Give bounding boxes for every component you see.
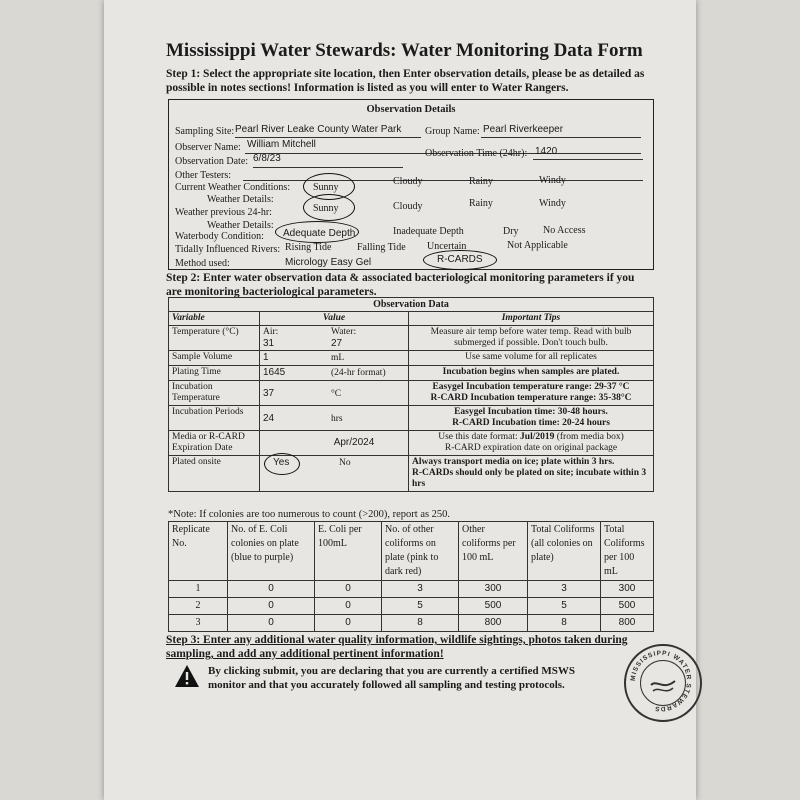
replicate-number: 3	[169, 615, 228, 632]
media-expiration-value[interactable]: Apr/2024	[333, 437, 375, 448]
total-per-100[interactable]: 500	[601, 598, 654, 615]
form-title: Mississippi Water Stewards: Water Monitoring Data Form	[166, 40, 643, 61]
ecoli-per-100[interactable]: 0	[315, 615, 382, 632]
header-variable: Variable	[169, 312, 260, 326]
warning-icon	[174, 664, 200, 688]
media-expiration-label: Media or R-CARD Expiration Date	[169, 431, 260, 456]
waterbody-condition-label: Waterbody Condition:	[175, 231, 264, 242]
row-plated-onsite	[169, 456, 654, 492]
form-page	[104, 0, 696, 800]
tidal-option-falling[interactable]: Falling Tide	[357, 242, 406, 253]
sampling-site-label: Sampling Site:	[175, 126, 235, 137]
step3-text: Step 3: Enter any additional water quality information, wildlife sightings, photos taken during sampling, and add any additional pertinent information!	[166, 634, 628, 660]
colonies-note: *Note: If colonies are too numerous to count (>200), report as 250.	[168, 509, 451, 520]
media-expiration-tip-b: Jul/2019	[520, 432, 555, 442]
waterbody-option-dry[interactable]: Dry	[503, 226, 519, 237]
mississippi-water-stewards-seal	[624, 644, 702, 722]
water-label: Water:	[331, 327, 357, 337]
group-name-label: Group Name:	[425, 126, 480, 137]
other-colonies[interactable]: 8	[382, 615, 459, 632]
weather-option-windy[interactable]: Windy	[539, 175, 566, 186]
observation-data-table	[168, 297, 654, 492]
method-selection-circle	[423, 250, 497, 270]
row-temperature	[169, 326, 654, 351]
tidal-option-uncertain[interactable]: Uncertain	[427, 241, 467, 252]
prev-weather-option-rainy[interactable]: Rainy	[469, 198, 493, 209]
temperature-tip: Measure air temp before water temp. Read with bulb submerged if possible. Don't touch bulb.	[409, 326, 654, 351]
waterbody-option-inadequate[interactable]: Inadequate Depth	[393, 226, 464, 237]
other-per-100[interactable]: 800	[459, 615, 528, 632]
group-name-value[interactable]: Pearl Riverkeeper	[483, 124, 564, 135]
ecoli-colonies[interactable]: 0	[228, 615, 315, 632]
table-row	[169, 581, 654, 598]
replicate-number: 2	[169, 598, 228, 615]
step1-text: Step 1: Select the appropriate site location, then Enter observation details, please be as detailed as possible in notes sections! Information is listed as you will enter to Water Rangers.	[166, 68, 645, 94]
tidal-option-rising[interactable]: Rising Tide	[285, 242, 332, 253]
weather-option-rainy[interactable]: Rainy	[469, 176, 493, 187]
replicate-number: 1	[169, 581, 228, 598]
water-value[interactable]: 27	[331, 338, 343, 349]
method-option-rcards[interactable]: R-CARDS	[437, 254, 483, 265]
weather-option-cloudy[interactable]: Cloudy	[393, 176, 423, 187]
ecoli-colonies[interactable]: 0	[228, 598, 315, 615]
other-per-100[interactable]: 300	[459, 581, 528, 598]
sample-volume-label: Sample Volume	[169, 351, 260, 366]
row-sample-volume	[169, 351, 654, 366]
waterbody-option-no-access[interactable]: No Access	[543, 225, 586, 236]
temperature-values[interactable]	[260, 326, 409, 351]
row-incubation-temperature	[169, 381, 654, 406]
sampling-site-value[interactable]: Pearl River Leake County Water Park	[235, 124, 402, 135]
method-used-label: Method used:	[175, 258, 230, 269]
col-ecoli-per-100: E. Coli per 100mL	[315, 522, 382, 581]
method-option-easygel[interactable]: Micrology Easy Gel	[285, 257, 372, 268]
sample-volume-value[interactable]: 1	[263, 352, 269, 363]
air-label: Air:	[263, 327, 279, 337]
other-colonies[interactable]: 5	[382, 598, 459, 615]
current-weather-label: Current Weather Conditions:	[175, 182, 291, 193]
incubation-periods-unit: hrs	[331, 414, 343, 424]
total-per-100[interactable]: 300	[601, 581, 654, 598]
observation-time-label: Observation Time (24hr):	[425, 148, 528, 159]
media-expiration-tip-a: Use this date format:	[438, 432, 521, 442]
prev-weather-option-sunny[interactable]: Sunny	[313, 203, 339, 214]
plated-onsite-selection-circle	[264, 453, 300, 475]
row-plating-time	[169, 366, 654, 381]
other-per-100[interactable]: 500	[459, 598, 528, 615]
tidal-rivers-label: Tidally Influenced Rivers:	[175, 244, 281, 255]
plated-onsite-label: Plated onsite	[169, 456, 260, 492]
plating-time-label: Plating Time	[169, 366, 260, 381]
col-replicate: Replicate No.	[169, 522, 228, 581]
water-drop-icon	[640, 660, 686, 706]
incubation-temp-tip-rcard: R-CARD Incubation temperature range: 35-38°C	[430, 393, 632, 403]
incubation-periods-label: Incubation Periods	[169, 406, 260, 431]
col-other-colonies: No. of other coliforms on plate (pink to dark red)	[382, 522, 459, 581]
observation-time-value[interactable]: 1420	[535, 146, 558, 157]
header-value: Value	[260, 312, 409, 326]
row-incubation-periods	[169, 406, 654, 431]
other-colonies[interactable]: 3	[382, 581, 459, 598]
observer-name-value[interactable]: William Mitchell	[247, 139, 316, 150]
plating-time-unit: (24-hr format)	[331, 368, 386, 378]
plated-onsite-yes[interactable]: Yes	[273, 457, 290, 468]
total-colonies[interactable]: 5	[528, 598, 601, 615]
media-expiration-tip-c: (from media box)	[554, 432, 624, 442]
col-ecoli-colonies: No. of E. Coli colonies on plate (blue to purple)	[228, 522, 315, 581]
table-row	[169, 615, 654, 632]
ecoli-per-100[interactable]: 0	[315, 598, 382, 615]
incubation-periods-value[interactable]: 24	[263, 413, 275, 424]
sample-volume-tip: Use same volume for all replicates	[409, 351, 654, 366]
incubation-temp-label: Incubation Temperature	[169, 381, 260, 406]
col-other-per-100: Other coliforms per 100 mL	[459, 522, 528, 581]
tidal-option-not-applicable[interactable]: Not Applicable	[507, 240, 568, 251]
colony-table-header	[169, 522, 654, 581]
incubation-periods-tip-easygel: Easygel Incubation time: 30-48 hours.	[454, 407, 608, 417]
table-row	[169, 598, 654, 615]
col-total-per-100: Total Coliforms per 100 mL	[601, 522, 654, 581]
incubation-periods-tip-rcard: R-CARD Incubation time: 20-24 hours	[452, 418, 610, 428]
incubation-temp-unit: °C	[331, 389, 342, 399]
total-colonies[interactable]: 8	[528, 615, 601, 632]
observation-date-value[interactable]: 6/8/23	[253, 153, 281, 164]
observation-details-caption: Observation Details	[366, 104, 456, 115]
plated-onsite-tip-2: R-CARDs should only be plated on site; incubate within 3 hrs	[412, 468, 647, 489]
weather-option-sunny[interactable]: Sunny	[313, 182, 339, 193]
waterbody-option-adequate[interactable]: Adequate Depth	[283, 228, 356, 239]
sample-volume-unit: mL	[331, 353, 345, 363]
prev-weather-option-windy[interactable]: Windy	[539, 198, 566, 209]
air-value[interactable]: 31	[263, 338, 275, 349]
ecoli-colonies[interactable]: 0	[228, 581, 315, 598]
media-expiration-tip-rcard: R-CARD expiration date on original package	[444, 443, 618, 453]
weather-details-label-2: Weather Details:	[207, 220, 274, 231]
observation-details-box	[168, 99, 654, 270]
plated-onsite-tip-1: Always transport media on ice; plate within 3 hrs.	[412, 457, 615, 467]
total-per-100[interactable]: 800	[601, 615, 654, 632]
row-media-expiration	[169, 431, 654, 456]
plating-time-tip: Incubation begins when samples are plated.	[409, 366, 654, 381]
col-total-colonies: Total Coliforms (all colonies on plate)	[528, 522, 601, 581]
prev-weather-selection-circle	[303, 194, 355, 221]
prev-weather-option-cloudy[interactable]: Cloudy	[393, 201, 423, 212]
plated-onsite-no[interactable]: No	[339, 458, 351, 468]
colony-count-table	[168, 521, 654, 632]
header-tips: Important Tips	[409, 312, 654, 326]
plating-time-value[interactable]: 1645	[263, 367, 286, 378]
seal-text: MISSISSIPPI WATER STEWARDS	[629, 649, 693, 713]
observation-date-label: Observation Date:	[175, 156, 249, 167]
weather-details-label: Weather Details:	[207, 194, 274, 205]
incubation-temp-value[interactable]: 37	[263, 388, 275, 399]
temperature-label: Temperature (°C)	[169, 326, 260, 351]
incubation-temp-tip-easygel: Easygel Incubation temperature range: 29-37 °C	[432, 382, 630, 392]
total-colonies[interactable]: 3	[528, 581, 601, 598]
ecoli-per-100[interactable]: 0	[315, 581, 382, 598]
waterbody-selection-circle	[275, 221, 359, 243]
other-testers-label: Other Testers:	[175, 170, 232, 181]
observer-name-label: Observer Name:	[175, 142, 241, 153]
submit-disclaimer: By clicking submit, you are declaring that you are currently a certified MSWS monitor and that you accurately followed all sampling and testing protocols.	[208, 665, 575, 691]
observation-data-caption: Observation Data	[169, 298, 654, 312]
weather-previous-label: Weather previous 24-hr:	[175, 207, 272, 218]
step2-text: Step 2: Enter water observation data & associated bacteriological monitoring parameters if you are monitoring bacteriological parameters.	[166, 272, 635, 298]
